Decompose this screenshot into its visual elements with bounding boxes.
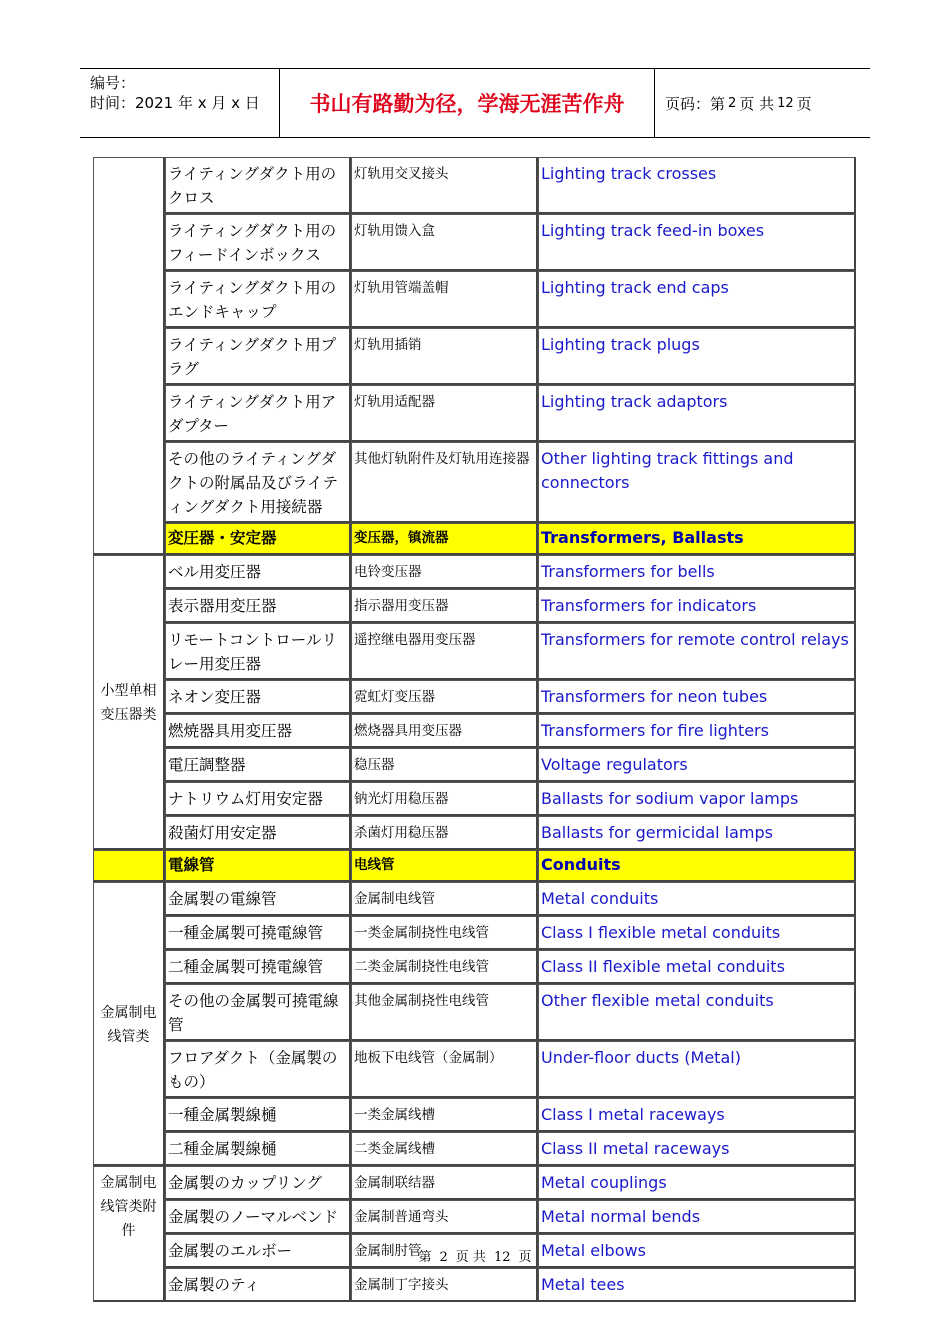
table-row <box>93 950 856 984</box>
footer-suffix: 页 <box>518 1250 532 1265</box>
jp-term: ライティングダクト用プラグ <box>165 328 351 385</box>
cn-term: 稳压器 <box>351 748 538 782</box>
table-row <box>93 214 856 271</box>
jp-term: その他の金属製可撓電線管 <box>165 984 351 1041</box>
cn-term: 杀菌灯用稳压器 <box>351 816 538 850</box>
group-label-metal-conduit-fittings: 金属制电线管类附件 <box>93 1166 165 1302</box>
cn-term: 燃烧器具用变压器 <box>351 714 538 748</box>
jp-term: ライティングダクト用のクロス <box>165 157 351 214</box>
table-row <box>93 328 856 385</box>
jp-term: 一種金属製可撓電線管 <box>165 916 351 950</box>
table-row <box>93 714 856 748</box>
page-footer <box>0 1246 950 1265</box>
table-row <box>93 555 856 589</box>
glossary-table-wrapper <box>93 157 856 1302</box>
en-term: Metal tees <box>538 1268 856 1302</box>
category-row <box>93 850 856 882</box>
jp-term: フロアダクト（金属製のもの） <box>165 1041 351 1098</box>
cn-term: 金属制丁字接头 <box>351 1268 538 1302</box>
group-label-small-transformers: 小型单相变压器类 <box>93 555 165 850</box>
table-row <box>93 1098 856 1132</box>
jp-term: ベル用変圧器 <box>165 555 351 589</box>
cn-term: 霓虹灯变压器 <box>351 680 538 714</box>
cn-term: 灯轨用管端盖帽 <box>351 271 538 328</box>
jp-term: ライティングダクト用のエンドキャップ <box>165 271 351 328</box>
cn-term: 一类金属制挠性电线管 <box>351 916 538 950</box>
cn-term: 灯轨用馈入盒 <box>351 214 538 271</box>
en-term: Other lighting track fittings and connectors <box>538 442 856 523</box>
jp-term: 一種金属製線樋 <box>165 1098 351 1132</box>
date-label: 时间：2021 年 x 月 x 日 <box>90 94 260 112</box>
header-page-number <box>655 69 870 137</box>
en-term: Transformers for bells <box>538 555 856 589</box>
en-term: Metal normal bends <box>538 1200 856 1234</box>
en-term: Transformers for remote control relays <box>538 623 856 680</box>
en-category: Transformers, Ballasts <box>538 523 856 555</box>
jp-term: 金属製のカップリング <box>165 1166 351 1200</box>
table-row <box>93 1041 856 1098</box>
cn-term: 钠光灯用稳压器 <box>351 782 538 816</box>
category-empty-cell <box>93 850 165 882</box>
jp-term: その他のライティングダクトの附属品及びライティングダクト用接続器 <box>165 442 351 523</box>
table-row <box>93 984 856 1041</box>
table-row <box>93 1132 856 1166</box>
number-label: 编号： <box>90 74 136 92</box>
header-motto: 书山有路勤为径，学海无涯苦作舟 <box>280 69 655 137</box>
en-term: Transformers for indicators <box>538 589 856 623</box>
glossary-table <box>93 157 856 1302</box>
cn-term: 一类金属线槽 <box>351 1098 538 1132</box>
page-prefix: 页码：第 <box>665 94 726 113</box>
jp-category: 変圧器・安定器 <box>165 523 351 555</box>
cn-term: 其他灯轨附件及灯轨用连接器 <box>351 442 538 523</box>
jp-term: ライティングダクト用のフィードインボックス <box>165 214 351 271</box>
cn-term: 地板下电线管（金属制） <box>351 1041 538 1098</box>
page-suffix: 页 <box>796 94 812 113</box>
category-row <box>93 523 856 555</box>
en-term: Metal couplings <box>538 1166 856 1200</box>
jp-term: 表示器用変圧器 <box>165 589 351 623</box>
jp-category: 電線管 <box>165 850 351 882</box>
table-row <box>93 748 856 782</box>
group-label-metal-conduits: 金属制电线管类 <box>93 882 165 1166</box>
footer-total: 12 <box>493 1250 511 1265</box>
en-category: Conduits <box>538 850 856 882</box>
en-term: Transformers for fire lighters <box>538 714 856 748</box>
cn-term: 指示器用变压器 <box>351 589 538 623</box>
jp-term: 金属製のエルボー <box>165 1234 351 1268</box>
en-term: Under-floor ducts (Metal) <box>538 1041 856 1098</box>
table-row <box>93 916 856 950</box>
table-row <box>93 157 856 214</box>
footer-prefix: 第 <box>418 1250 432 1265</box>
en-term: Metal conduits <box>538 882 856 916</box>
cn-term: 金属制电线管 <box>351 882 538 916</box>
en-term: Class II flexible metal conduits <box>538 950 856 984</box>
en-term: Lighting track plugs <box>538 328 856 385</box>
group-cell-empty <box>93 157 165 555</box>
cn-term: 电铃变压器 <box>351 555 538 589</box>
jp-term: 二種金属製可撓電線管 <box>165 950 351 984</box>
en-term: Metal elbows <box>538 1234 856 1268</box>
page-mid: 页 共 <box>739 94 775 113</box>
en-term: Lighting track end caps <box>538 271 856 328</box>
table-row <box>93 1268 856 1302</box>
page-header <box>80 68 870 138</box>
jp-term: ナトリウム灯用安定器 <box>165 782 351 816</box>
cn-term: 灯轨用适配器 <box>351 385 538 442</box>
en-term: Other flexible metal conduits <box>538 984 856 1041</box>
table-row <box>93 589 856 623</box>
cn-term: 金属制普通弯头 <box>351 1200 538 1234</box>
table-row <box>93 680 856 714</box>
cn-term: 其他金属制挠性电线管 <box>351 984 538 1041</box>
en-term: Class II metal raceways <box>538 1132 856 1166</box>
table-row <box>93 385 856 442</box>
cn-category: 电线管 <box>351 850 538 882</box>
table-row <box>93 442 856 523</box>
cn-term: 二类金属线槽 <box>351 1132 538 1166</box>
en-term: Lighting track crosses <box>538 157 856 214</box>
page-current: 2 <box>728 95 737 111</box>
en-term: Transformers for neon tubes <box>538 680 856 714</box>
table-row <box>93 623 856 680</box>
en-term: Ballasts for germicidal lamps <box>538 816 856 850</box>
cn-term: 金属制肘管 <box>351 1234 538 1268</box>
footer-current: 2 <box>439 1250 448 1265</box>
jp-term: リモートコントロールリレー用変圧器 <box>165 623 351 680</box>
footer-mid: 页 共 <box>455 1250 486 1265</box>
table-row <box>93 882 856 916</box>
jp-term: 金属製の電線管 <box>165 882 351 916</box>
header-meta <box>80 69 280 137</box>
en-term: Lighting track feed-in boxes <box>538 214 856 271</box>
table-row <box>93 271 856 328</box>
page-total: 12 <box>777 95 794 111</box>
table-row <box>93 816 856 850</box>
cn-category: 变压器，镇流器 <box>351 523 538 555</box>
cn-term: 二类金属制挠性电线管 <box>351 950 538 984</box>
en-term: Class I flexible metal conduits <box>538 916 856 950</box>
table-row <box>93 782 856 816</box>
jp-term: 燃焼器具用変圧器 <box>165 714 351 748</box>
jp-term: 二種金属製線樋 <box>165 1132 351 1166</box>
jp-term: ライティングダクト用アダプター <box>165 385 351 442</box>
cn-term: 灯轨用插销 <box>351 328 538 385</box>
jp-term: 金属製のノーマルベンド <box>165 1200 351 1234</box>
table-row <box>93 1200 856 1234</box>
jp-term: 殺菌灯用安定器 <box>165 816 351 850</box>
en-term: Lighting track adaptors <box>538 385 856 442</box>
cn-term: 灯轨用交叉接头 <box>351 157 538 214</box>
cn-term: 金属制联结器 <box>351 1166 538 1200</box>
en-term: Ballasts for sodium vapor lamps <box>538 782 856 816</box>
jp-term: 金属製のティ <box>165 1268 351 1302</box>
jp-term: 電圧調整器 <box>165 748 351 782</box>
table-row <box>93 1166 856 1200</box>
en-term: Class I metal raceways <box>538 1098 856 1132</box>
cn-term: 遥控继电器用变压器 <box>351 623 538 680</box>
en-term: Voltage regulators <box>538 748 856 782</box>
jp-term: ネオン変圧器 <box>165 680 351 714</box>
